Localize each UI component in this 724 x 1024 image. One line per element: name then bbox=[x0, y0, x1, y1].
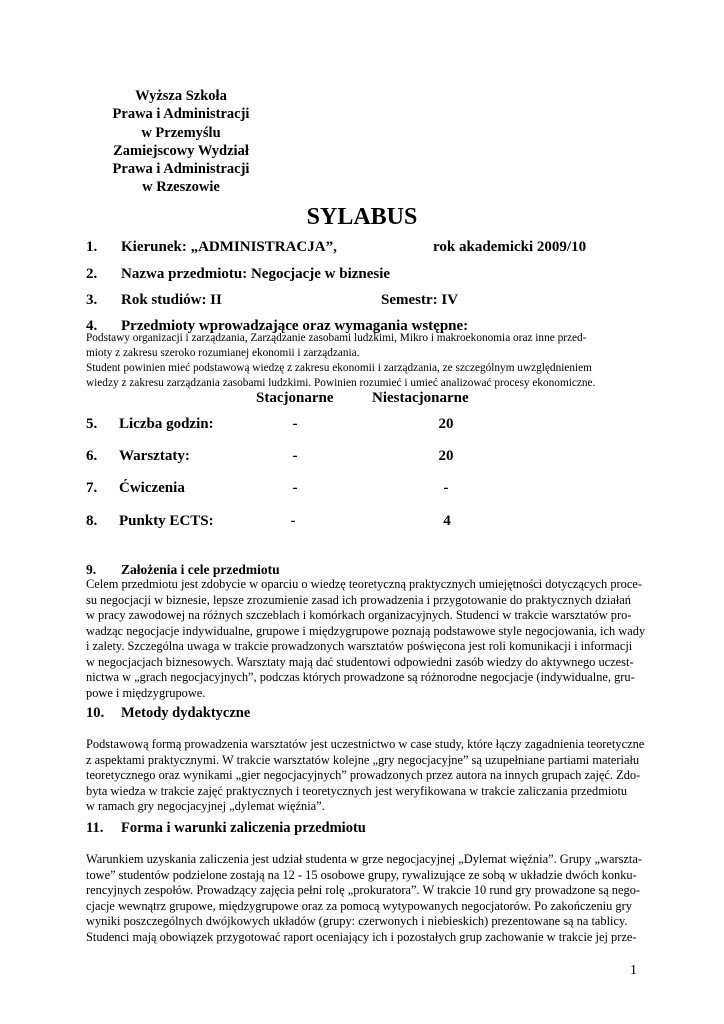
text-line: Warunkiem uzyskania zaliczenia jest udział studenta w grze negocjacyjnej „Dylemat więźnia”. Grupy „warszta- bbox=[86, 852, 642, 866]
page-title: SYLABUS bbox=[306, 204, 418, 230]
section-10-number: 10. bbox=[86, 705, 105, 721]
column-header-nonstationary: Niestacjonarne bbox=[372, 390, 469, 406]
section-11-number: 11. bbox=[86, 820, 104, 836]
row-nonstationary-value: 20 bbox=[438, 448, 454, 464]
header-line: Prawa i Administracji bbox=[112, 161, 250, 178]
row-stationary-value: - bbox=[290, 513, 296, 529]
item-1-label: Kierunek: „ADMINISTRACJA”, bbox=[121, 239, 337, 255]
column-header-stationary: Stacjonarne bbox=[256, 390, 334, 406]
row-label: Ćwiczenia bbox=[119, 480, 185, 496]
text-line: Podstawową formą prowadzenia warsztatów jest uczestnictwo w case study, które łączy zagadnienia teoretyczne bbox=[86, 737, 645, 751]
item-1-number: 1. bbox=[86, 239, 98, 255]
section-10-title: Metody dydaktyczne bbox=[121, 705, 251, 721]
header-line: w Rzeszowie bbox=[142, 179, 220, 196]
header-line: Zamiejscowy Wydział bbox=[113, 142, 249, 159]
header-line: Prawa i Administracji bbox=[112, 106, 250, 123]
row-number: 5. bbox=[86, 416, 98, 432]
text-line: i zalety. Szczególna uwaga w trakcie prowadzonych warsztatów poświęcona jest roli komunikacji i informacji bbox=[86, 639, 633, 653]
text-line: su negocjacji w biznesie, lepsze zrozumienie zasad ich prowadzenia i przygotowanie do praktycznych działań bbox=[86, 592, 631, 607]
header-line: w Przemyślu bbox=[141, 124, 221, 141]
row-label: Warsztaty: bbox=[119, 448, 190, 464]
section-11-title: Forma i warunki zaliczenia przedmiotu bbox=[121, 820, 366, 836]
header-line: Wyższa Szkoła bbox=[135, 88, 227, 104]
text-line: nictwa w „grach negocjacyjnych”, podczas których prowadzone są różnorodne negocjacje (indywidualne, gru- bbox=[86, 670, 635, 684]
text-line: w pracy zawodowej na różnych szczeblach i komórkach organizacyjnych. Studenci w trakcie warsztatów pro- bbox=[86, 608, 632, 622]
item-1-academic-year: rok akademicki 2009/10 bbox=[433, 239, 587, 255]
row-number: 7. bbox=[86, 480, 98, 496]
institution-header bbox=[106, 87, 256, 197]
row-nonstationary-value: 4 bbox=[443, 513, 451, 529]
text-line: rencyjnych zespołów. Prowadzący zajęcia pełni rolę „prokuratora”. W trakcie 10 rund gry prowadzone są nego- bbox=[86, 883, 641, 897]
text-line: wiedzy z zakresu zarządzania zasobami ludzkimi. Powinien rozumieć i umieć analizować procesy ekonomiczne. bbox=[86, 377, 596, 389]
prerequisites-text bbox=[86, 331, 595, 391]
text-line: Studenci mają obowiązek przygotować raport oceniający ich i pozostałych grup zachowanie w trakcie jej prze- bbox=[86, 929, 637, 944]
item-3-number: 3. bbox=[86, 292, 98, 308]
text-line: Celem przedmiotu jest zdobycie w oparciu o wiedzę teoretyczną praktycznych umiejętności dotyczących proce- bbox=[86, 577, 642, 591]
row-number: 6. bbox=[86, 448, 98, 464]
text-line: w negocjacjach biznesowych. Warsztaty mają dać studentowi odpowiedni zasób wiedzy do aktywnego uczest- bbox=[86, 654, 634, 669]
text-line: wadząc negocjacje indywidualne, grupowe i międzygrupowe poznają podstawowe style negocjowania, ich wady bbox=[86, 623, 646, 638]
row-stationary-value: - bbox=[292, 448, 298, 464]
text-line: w ramach gry negocjacyjnej „dylemat więźnia”. bbox=[86, 799, 325, 813]
item-3-label: Rok studiów: II bbox=[121, 292, 222, 308]
text-line: z aspektami praktycznymi. W trakcie warsztatów kolejne „gry negocjacyjne” są uzupełniane partiami materiału bbox=[86, 752, 640, 767]
row-number: 8. bbox=[86, 513, 98, 529]
text-line: towe” studentów podzielone zostają na 12 - 15 osobowe grupy, rywalizujące ze sobą w układzie dwóch konku- bbox=[86, 867, 637, 882]
row-nonstationary-value: - bbox=[443, 480, 449, 496]
section-9-title: Założenia i cele przedmiotu bbox=[121, 562, 280, 577]
row-label: Liczba godzin: bbox=[119, 416, 214, 432]
text-line: teoretycznego oraz wynikami „gier negocjacyjnych” prowadzonych przez autora na innych grupach zajęć. Zdo- bbox=[86, 768, 641, 782]
text-line: powe i międzygrupowe. bbox=[86, 685, 206, 700]
text-line: Podstawy organizacji i zarządzania, Zarządzanie zasobami ludzkimi, Mikro i makroekonomia oraz inne przed- bbox=[86, 332, 587, 344]
row-stationary-value: - bbox=[292, 480, 298, 496]
page-number: 1 bbox=[630, 963, 637, 978]
row-nonstationary-value: 20 bbox=[438, 416, 454, 432]
section-9-number: 9. bbox=[86, 562, 97, 577]
section-9-text bbox=[86, 577, 645, 701]
text-line: byta wiedza w trakcie zajęć praktycznych i teoretycznych jest weryfikowana w trakcie zaliczania przedmiotu bbox=[86, 783, 628, 798]
text-line: mioty z zakresu szeroko rozumianej ekonomii i zarządzania. bbox=[86, 347, 360, 359]
item-4-number: 4. bbox=[86, 318, 98, 334]
item-4-label: Przedmioty wprowadzające oraz wymagania wstępne: bbox=[121, 318, 469, 334]
text-line: Student powinien mieć podstawową wiedzę z zakresu ekonomii i zarządzania, ze szczególnym uwzględnieniem bbox=[86, 362, 592, 374]
row-label: Punkty ECTS: bbox=[119, 513, 214, 529]
section-11-text bbox=[86, 852, 642, 945]
item-2-number: 2. bbox=[86, 266, 98, 282]
section-10-text bbox=[86, 737, 644, 815]
text-line: cjacje wewnątrz grupowe, międzygrupowe oraz za pomocą wytypowanych negocjatorów. Po zakończeniu gry bbox=[86, 898, 632, 913]
row-stationary-value: - bbox=[292, 416, 298, 432]
item-3-semester: Semestr: IV bbox=[381, 292, 459, 308]
text-line: wyniki poszczególnych dwójkowych układów (grupy: czerwonych i niebieskich) prezentowane są na tablicy. bbox=[86, 914, 628, 928]
item-2-label: Nazwa przedmiotu: Negocjacje w biznesie bbox=[121, 266, 391, 282]
